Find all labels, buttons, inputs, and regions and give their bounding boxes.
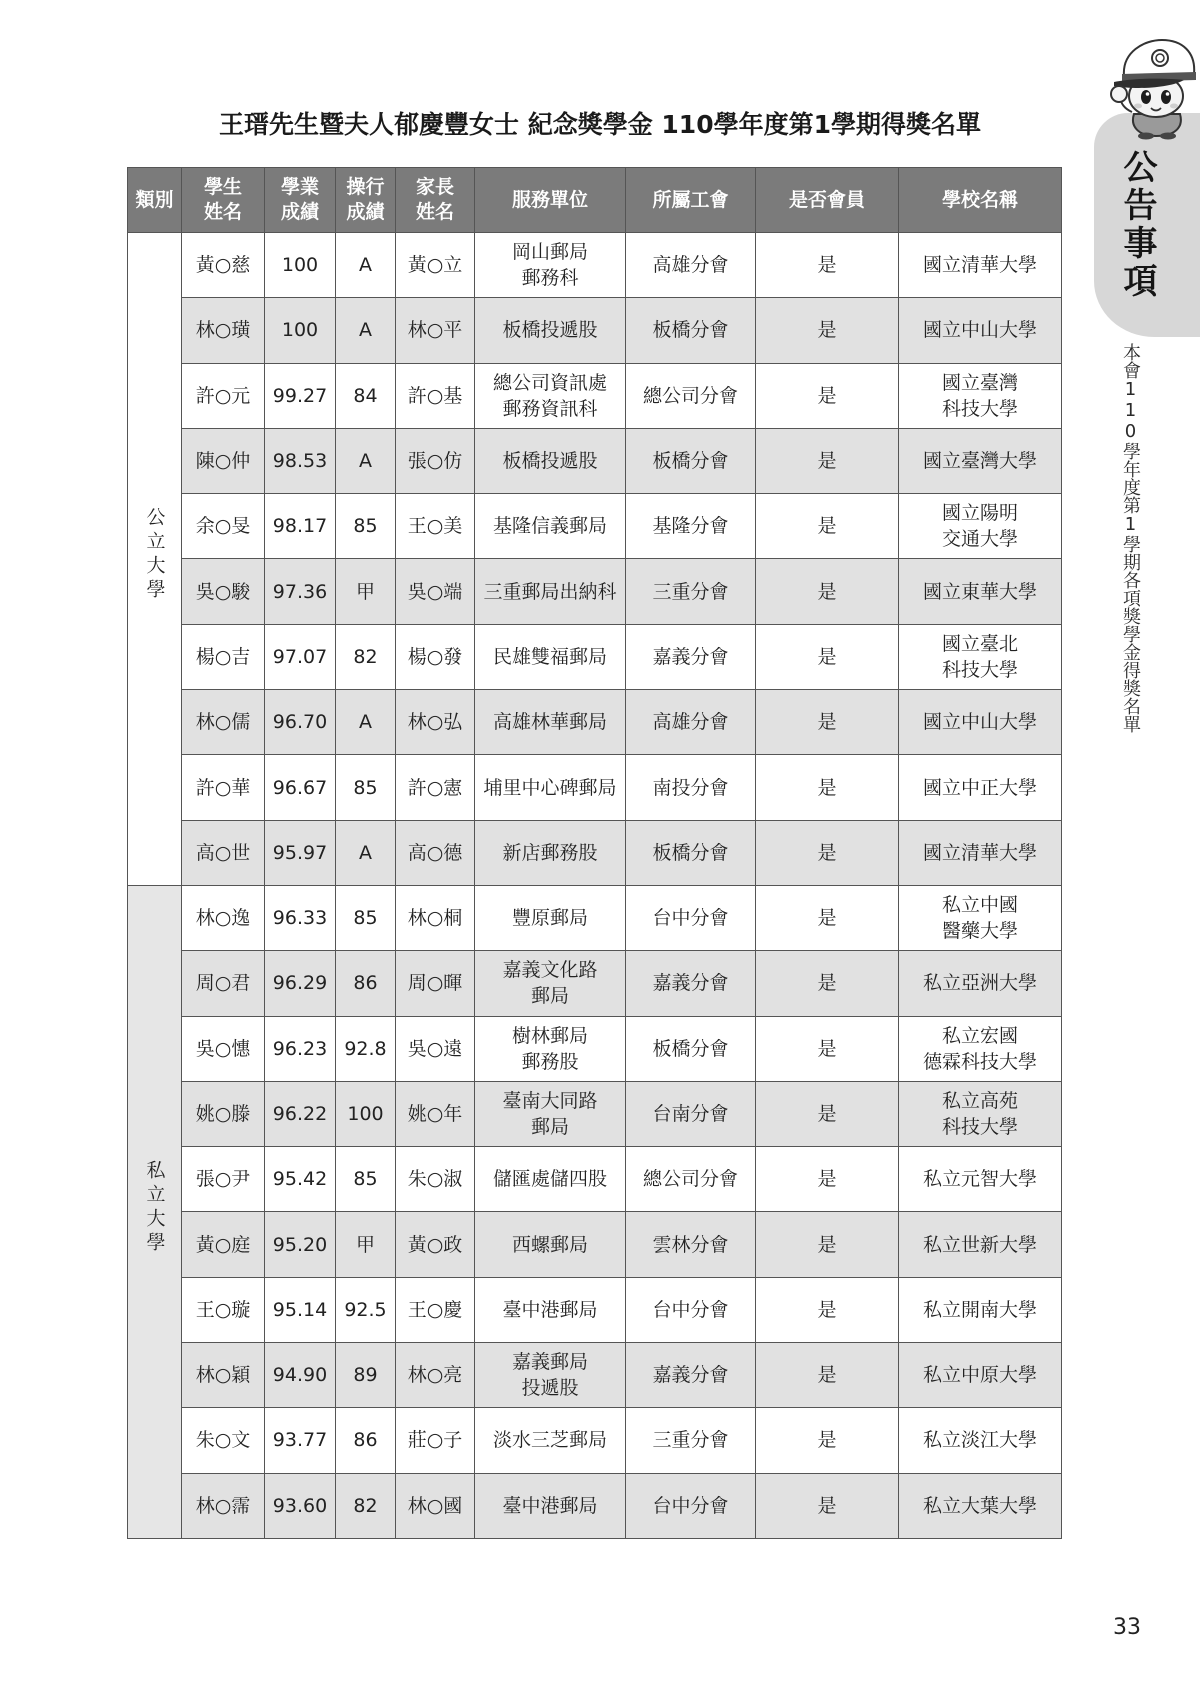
- parent-name-cell: 林○國: [396, 1473, 475, 1538]
- school-name-cell: 私立元智大學: [899, 1147, 1062, 1212]
- parent-name-cell: 周○暉: [396, 951, 475, 1016]
- member-status-cell: 是: [756, 363, 899, 428]
- conduct-score-cell: 85: [336, 1147, 396, 1212]
- table-header: [128, 168, 1062, 233]
- table-row: [128, 690, 1062, 755]
- academic-score-cell: 93.60: [265, 1473, 336, 1538]
- header-category: 類別: [128, 168, 182, 233]
- service-unit-cell: 新店郵務股: [475, 820, 626, 885]
- table-row: [128, 1473, 1062, 1538]
- table-row: [128, 494, 1062, 559]
- student-name-cell: 王○璇: [182, 1277, 265, 1342]
- header-member-status: 是否會員: [756, 168, 899, 233]
- union-branch-cell: 板橋分會: [626, 298, 756, 363]
- header-service-unit: 服務單位: [475, 168, 626, 233]
- student-name-cell: 林○逸: [182, 885, 265, 950]
- table-row: [128, 1147, 1062, 1212]
- table-row: [128, 559, 1062, 624]
- member-status-cell: 是: [756, 1212, 899, 1277]
- student-name-cell: 余○旻: [182, 494, 265, 559]
- header-parent-name: 家長 姓名: [396, 168, 475, 233]
- section-subtitle: 本會110學年度第1學期各項獎學金得獎名單: [1120, 343, 1141, 733]
- member-status-cell: 是: [756, 428, 899, 493]
- member-status-cell: 是: [756, 559, 899, 624]
- service-unit-cell: 高雄林華郵局: [475, 690, 626, 755]
- parent-name-cell: 林○平: [396, 298, 475, 363]
- section-tab-label: 公告事項: [1117, 149, 1157, 301]
- service-unit-cell: 樹林郵局 郵務股: [475, 1016, 626, 1081]
- table-row: [128, 1343, 1062, 1408]
- student-name-cell: 高○世: [182, 820, 265, 885]
- student-name-cell: 張○尹: [182, 1147, 265, 1212]
- union-branch-cell: 台中分會: [626, 1473, 756, 1538]
- union-branch-cell: 南投分會: [626, 755, 756, 820]
- parent-name-cell: 高○德: [396, 820, 475, 885]
- table-row: [128, 1212, 1062, 1277]
- union-branch-cell: 板橋分會: [626, 428, 756, 493]
- academic-score-cell: 95.20: [265, 1212, 336, 1277]
- school-name-cell: 國立中山大學: [899, 298, 1062, 363]
- category-cell: [128, 233, 182, 886]
- conduct-score-cell: A: [336, 428, 396, 493]
- school-name-cell: 國立臺灣大學: [899, 428, 1062, 493]
- table-row: [128, 1277, 1062, 1342]
- category-label: 公立大學: [143, 507, 166, 604]
- school-name-cell: 私立中原大學: [899, 1343, 1062, 1408]
- student-name-cell: 姚○滕: [182, 1081, 265, 1146]
- service-unit-cell: 臺南大同路 郵局: [475, 1081, 626, 1146]
- service-unit-cell: 嘉義郵局 投遞股: [475, 1343, 626, 1408]
- service-unit-cell: 儲匯處儲四股: [475, 1147, 626, 1212]
- conduct-score-cell: 85: [336, 755, 396, 820]
- member-status-cell: 是: [756, 885, 899, 950]
- union-branch-cell: 三重分會: [626, 1408, 756, 1473]
- member-status-cell: 是: [756, 690, 899, 755]
- service-unit-cell: 民雄雙福郵局: [475, 624, 626, 689]
- conduct-score-cell: 92.8: [336, 1016, 396, 1081]
- school-name-cell: 國立東華大學: [899, 559, 1062, 624]
- student-name-cell: 林○璜: [182, 298, 265, 363]
- academic-score-cell: 96.33: [265, 885, 336, 950]
- student-name-cell: 林○霈: [182, 1473, 265, 1538]
- union-branch-cell: 嘉義分會: [626, 624, 756, 689]
- service-unit-cell: 西螺郵局: [475, 1212, 626, 1277]
- conduct-score-cell: A: [336, 233, 396, 298]
- academic-score-cell: 96.67: [265, 755, 336, 820]
- member-status-cell: 是: [756, 1147, 899, 1212]
- conduct-score-cell: 85: [336, 885, 396, 950]
- postal-mascot-icon: [1100, 36, 1200, 140]
- table-row: [128, 1408, 1062, 1473]
- union-branch-cell: 高雄分會: [626, 690, 756, 755]
- parent-name-cell: 王○美: [396, 494, 475, 559]
- parent-name-cell: 許○憲: [396, 755, 475, 820]
- student-name-cell: 林○穎: [182, 1343, 265, 1408]
- student-name-cell: 楊○吉: [182, 624, 265, 689]
- table-row: [128, 298, 1062, 363]
- parent-name-cell: 黃○立: [396, 233, 475, 298]
- conduct-score-cell: 86: [336, 1408, 396, 1473]
- academic-score-cell: 93.77: [265, 1408, 336, 1473]
- school-name-cell: 私立開南大學: [899, 1277, 1062, 1342]
- header-union-branch: 所屬工會: [626, 168, 756, 233]
- page-number: 33: [1113, 1615, 1141, 1640]
- service-unit-cell: 基隆信義郵局: [475, 494, 626, 559]
- parent-name-cell: 王○慶: [396, 1277, 475, 1342]
- parent-name-cell: 張○仿: [396, 428, 475, 493]
- union-branch-cell: 台中分會: [626, 885, 756, 950]
- member-status-cell: 是: [756, 1016, 899, 1081]
- service-unit-cell: 總公司資訊處 郵務資訊科: [475, 363, 626, 428]
- service-unit-cell: 埔里中心碑郵局: [475, 755, 626, 820]
- school-name-cell: 私立世新大學: [899, 1212, 1062, 1277]
- table-header-row: [128, 168, 1062, 233]
- service-unit-cell: 淡水三芝郵局: [475, 1408, 626, 1473]
- member-status-cell: 是: [756, 298, 899, 363]
- conduct-score-cell: A: [336, 298, 396, 363]
- table-row: [128, 1016, 1062, 1081]
- member-status-cell: 是: [756, 233, 899, 298]
- page-title: 王瑨先生暨夫人郁慶豐女士 紀念獎學金 110學年度第1學期得獎名單: [219, 110, 981, 139]
- conduct-score-cell: 100: [336, 1081, 396, 1146]
- parent-name-cell: 楊○發: [396, 624, 475, 689]
- parent-name-cell: 莊○子: [396, 1408, 475, 1473]
- academic-score-cell: 100: [265, 233, 336, 298]
- student-name-cell: 朱○文: [182, 1408, 265, 1473]
- student-name-cell: 吳○憓: [182, 1016, 265, 1081]
- member-status-cell: 是: [756, 1408, 899, 1473]
- header-conduct-score: 操行 成績: [336, 168, 396, 233]
- school-name-cell: 國立中正大學: [899, 755, 1062, 820]
- conduct-score-cell: A: [336, 820, 396, 885]
- conduct-score-cell: 84: [336, 363, 396, 428]
- mascot-cap: [1114, 40, 1196, 88]
- conduct-score-cell: 92.5: [336, 1277, 396, 1342]
- academic-score-cell: 95.97: [265, 820, 336, 885]
- academic-score-cell: 98.53: [265, 428, 336, 493]
- student-name-cell: 許○元: [182, 363, 265, 428]
- academic-score-cell: 95.14: [265, 1277, 336, 1342]
- academic-score-cell: 96.29: [265, 951, 336, 1016]
- service-unit-cell: 豐原郵局: [475, 885, 626, 950]
- student-name-cell: 黃○庭: [182, 1212, 265, 1277]
- parent-name-cell: 朱○淑: [396, 1147, 475, 1212]
- conduct-score-cell: 85: [336, 494, 396, 559]
- academic-score-cell: 96.22: [265, 1081, 336, 1146]
- table-row: [128, 951, 1062, 1016]
- parent-name-cell: 林○桐: [396, 885, 475, 950]
- student-name-cell: 周○君: [182, 951, 265, 1016]
- conduct-score-cell: A: [336, 690, 396, 755]
- parent-name-cell: 許○基: [396, 363, 475, 428]
- union-branch-cell: 基隆分會: [626, 494, 756, 559]
- school-name-cell: 國立臺北 科技大學: [899, 624, 1062, 689]
- parent-name-cell: 林○亮: [396, 1343, 475, 1408]
- conduct-score-cell: 甲: [336, 1212, 396, 1277]
- service-unit-cell: 板橋投遞股: [475, 428, 626, 493]
- union-branch-cell: 台中分會: [626, 1277, 756, 1342]
- union-branch-cell: 台南分會: [626, 1081, 756, 1146]
- academic-score-cell: 94.90: [265, 1343, 336, 1408]
- service-unit-cell: 三重郵局出納科: [475, 559, 626, 624]
- school-name-cell: 私立高苑 科技大學: [899, 1081, 1062, 1146]
- member-status-cell: 是: [756, 624, 899, 689]
- header-academic-score: 學業 成績: [265, 168, 336, 233]
- school-name-cell: 私立淡江大學: [899, 1408, 1062, 1473]
- academic-score-cell: 95.42: [265, 1147, 336, 1212]
- union-branch-cell: 嘉義分會: [626, 951, 756, 1016]
- school-name-cell: 私立亞洲大學: [899, 951, 1062, 1016]
- table-row: [128, 233, 1062, 298]
- member-status-cell: 是: [756, 1277, 899, 1342]
- school-name-cell: 國立中山大學: [899, 690, 1062, 755]
- union-branch-cell: 板橋分會: [626, 820, 756, 885]
- member-status-cell: 是: [756, 1081, 899, 1146]
- table-row: [128, 363, 1062, 428]
- service-unit-cell: 板橋投遞股: [475, 298, 626, 363]
- table-row: [128, 885, 1062, 950]
- school-name-cell: 私立宏國 德霖科技大學: [899, 1016, 1062, 1081]
- category-cell: [128, 885, 182, 1538]
- award-table: [127, 167, 1062, 1539]
- academic-score-cell: 96.23: [265, 1016, 336, 1081]
- table-row: [128, 755, 1062, 820]
- union-branch-cell: 雲林分會: [626, 1212, 756, 1277]
- table-row: [128, 1081, 1062, 1146]
- academic-score-cell: 99.27: [265, 363, 336, 428]
- school-name-cell: 國立清華大學: [899, 820, 1062, 885]
- parent-name-cell: 姚○年: [396, 1081, 475, 1146]
- academic-score-cell: 98.17: [265, 494, 336, 559]
- academic-score-cell: 97.07: [265, 624, 336, 689]
- table-row: [128, 624, 1062, 689]
- school-name-cell: 國立臺灣 科技大學: [899, 363, 1062, 428]
- table-row: [128, 428, 1062, 493]
- conduct-score-cell: 甲: [336, 559, 396, 624]
- parent-name-cell: 吳○遠: [396, 1016, 475, 1081]
- school-name-cell: 私立大葉大學: [899, 1473, 1062, 1538]
- conduct-score-cell: 89: [336, 1343, 396, 1408]
- service-unit-cell: 臺中港郵局: [475, 1473, 626, 1538]
- member-status-cell: 是: [756, 1473, 899, 1538]
- header-school-name: 學校名稱: [899, 168, 1062, 233]
- conduct-score-cell: 82: [336, 624, 396, 689]
- academic-score-cell: 100: [265, 298, 336, 363]
- union-branch-cell: 總公司分會: [626, 363, 756, 428]
- union-branch-cell: 高雄分會: [626, 233, 756, 298]
- student-name-cell: 黃○慈: [182, 233, 265, 298]
- union-branch-cell: 嘉義分會: [626, 1343, 756, 1408]
- student-name-cell: 許○華: [182, 755, 265, 820]
- parent-name-cell: 黃○政: [396, 1212, 475, 1277]
- academic-score-cell: 97.36: [265, 559, 336, 624]
- parent-name-cell: 吳○端: [396, 559, 475, 624]
- school-name-cell: 私立中國 醫藥大學: [899, 885, 1062, 950]
- member-status-cell: 是: [756, 755, 899, 820]
- member-status-cell: 是: [756, 951, 899, 1016]
- section-tab: [1094, 113, 1200, 337]
- union-branch-cell: 三重分會: [626, 559, 756, 624]
- student-name-cell: 陳○仲: [182, 428, 265, 493]
- union-branch-cell: 總公司分會: [626, 1147, 756, 1212]
- conduct-score-cell: 82: [336, 1473, 396, 1538]
- student-name-cell: 吳○駿: [182, 559, 265, 624]
- service-unit-cell: 臺中港郵局: [475, 1277, 626, 1342]
- school-name-cell: 國立清華大學: [899, 233, 1062, 298]
- conduct-score-cell: 86: [336, 951, 396, 1016]
- school-name-cell: 國立陽明 交通大學: [899, 494, 1062, 559]
- union-branch-cell: 板橋分會: [626, 1016, 756, 1081]
- service-unit-cell: 嘉義文化路 郵局: [475, 951, 626, 1016]
- member-status-cell: 是: [756, 1343, 899, 1408]
- service-unit-cell: 岡山郵局 郵務科: [475, 233, 626, 298]
- table-body: [128, 233, 1062, 1539]
- parent-name-cell: 林○弘: [396, 690, 475, 755]
- student-name-cell: 林○儒: [182, 690, 265, 755]
- table-row: [128, 820, 1062, 885]
- category-label: 私立大學: [143, 1160, 166, 1257]
- member-status-cell: 是: [756, 820, 899, 885]
- header-student-name: 學生 姓名: [182, 168, 265, 233]
- academic-score-cell: 96.70: [265, 690, 336, 755]
- member-status-cell: 是: [756, 494, 899, 559]
